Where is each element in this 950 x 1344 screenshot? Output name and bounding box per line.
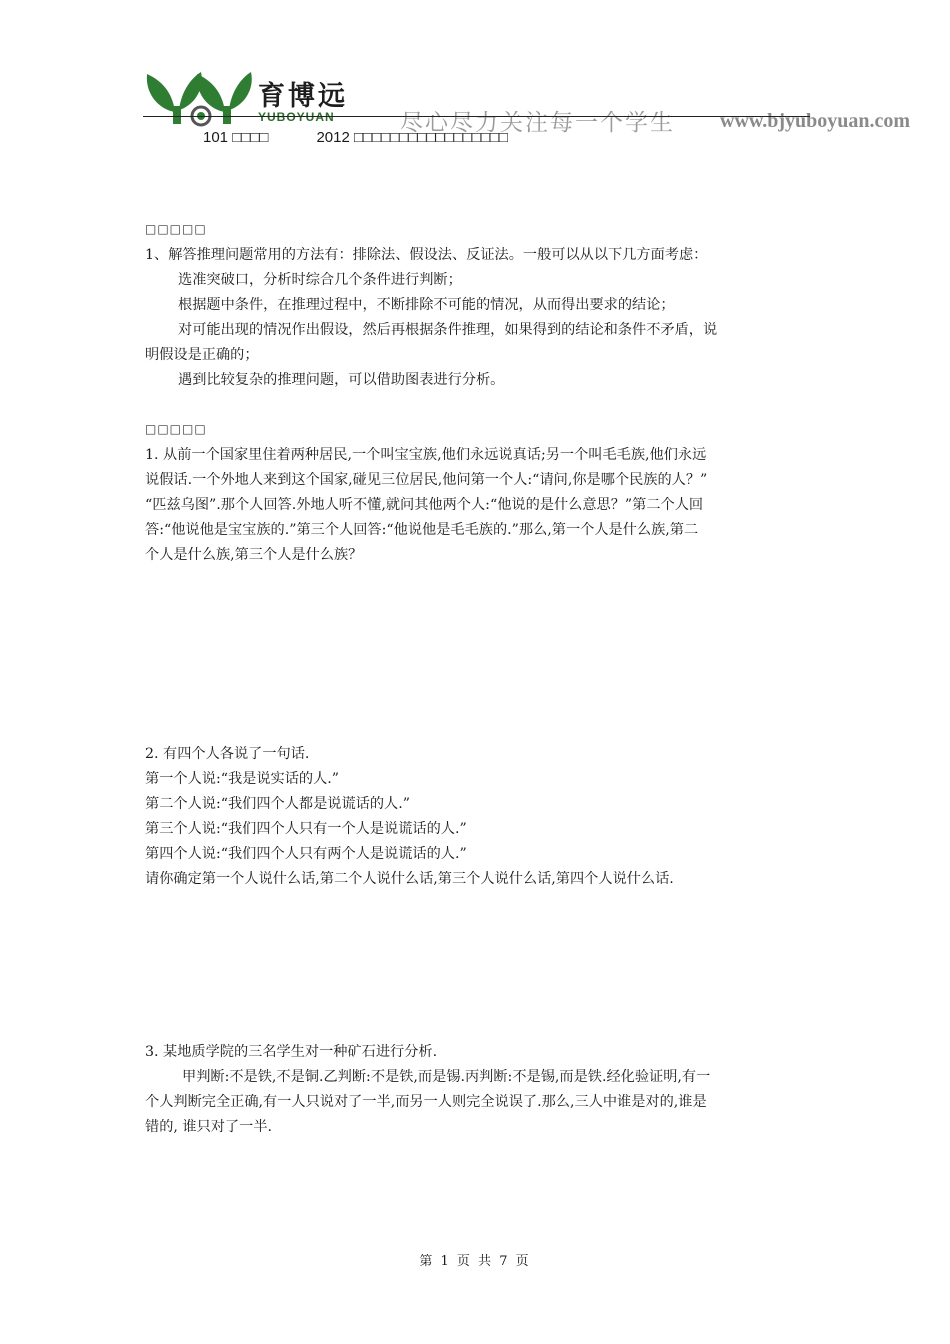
question-1-line: 1. 从前一个国家里住着两种居民,一个叫宝宝族,他们永远说真话;另一个叫毛毛族,他们永远 (145, 447, 707, 463)
brand-name-cn: 育博远 (258, 81, 348, 112)
method-intro: 1、解答推理问题常用的方法有：排除法、假设法、反证法。一般可以从以下几方面考虑： (145, 247, 708, 263)
document-subtitle (203, 129, 508, 146)
question-2-line: 第三个人说:“我们四个人只有一个人是说谎话的人.” (145, 821, 467, 837)
question-1-line: 答:“他说他是宝宝族的.”第三个人回答:“他说他是毛毛族的.”那么,第一个人是什么族,第二 (145, 522, 699, 538)
question-3-line: 错的, 谁只对了一半. (145, 1119, 273, 1135)
question-2-line: 第二个人说:“我们四个人都是说谎话的人.” (145, 796, 410, 812)
section-heading-2: □□□□□ (145, 422, 207, 436)
page-number: 第 1 页 共 7 页 (419, 1254, 531, 1269)
question-1-line: 说假话.一个外地人来到这个国家,碰见三位居民,他问第一个人:“请问,你是哪个民族的人？” (145, 472, 708, 488)
method-point-3-cont: 明假设是正确的； (145, 347, 259, 363)
website-url: www.bjyuboyuan.com (720, 110, 911, 132)
method-point-3: 对可能出现的情况作出假设，然后再根据条件推理，如果得到的结论和条件不矛盾，说 (178, 322, 718, 338)
method-point-2: 根据题中条件，在推理过程中，不断排除不可能的情况，从而得出要求的结论； (178, 297, 675, 313)
question-2-line: 第一个人说:“我是说实话的人.” (145, 771, 340, 787)
subtitle-right: 2012 □□□□□□□□□□□□□□□□□ (316, 129, 508, 146)
subtitle-left: 101 □□□□ (203, 129, 269, 146)
question-1-line: “匹兹乌图”.那个人回答.外地人听不懂,就问其他两个人:“他说的是什么意思？”第二个人回 (145, 497, 704, 513)
method-point-1: 选准突破口，分析时综合几个条件进行判断； (178, 272, 462, 288)
question-2-line: 2. 有四个人各说了一句话. (145, 746, 310, 762)
question-2-line: 第四个人说:“我们四个人只有两个人是说谎话的人.” (145, 846, 467, 862)
question-3-title: 3. 某地质学院的三名学生对一种矿石进行分析. (145, 1044, 438, 1060)
yy-leaf-logo-icon (143, 66, 255, 128)
slogan: 尽心尽力关注每一个学生 (400, 110, 675, 136)
header-rule (143, 116, 810, 117)
brand-name-en: YUBOYUAN (258, 110, 335, 124)
section-heading-1: □□□□□ (145, 222, 207, 236)
question-3-line: 甲判断:不是铁,不是铜.乙判断:不是铁,而是锡.丙判断:不是锡,而是铁.经化验证明,有一 (182, 1069, 711, 1085)
question-1-line: 个人是什么族,第三个人是什么族？ (145, 547, 363, 563)
question-3-line: 个人判断完全正确,有一人只说对了一半,而另一人则完全说误了.那么,三人中谁是对的,谁是 (145, 1094, 707, 1110)
method-point-4: 遇到比较复杂的推理问题，可以借助图表进行分析。 (178, 372, 505, 388)
question-2-line: 请你确定第一个人说什么话,第二个人说什么话,第三个人说什么话,第四个人说什么话. (145, 871, 674, 887)
